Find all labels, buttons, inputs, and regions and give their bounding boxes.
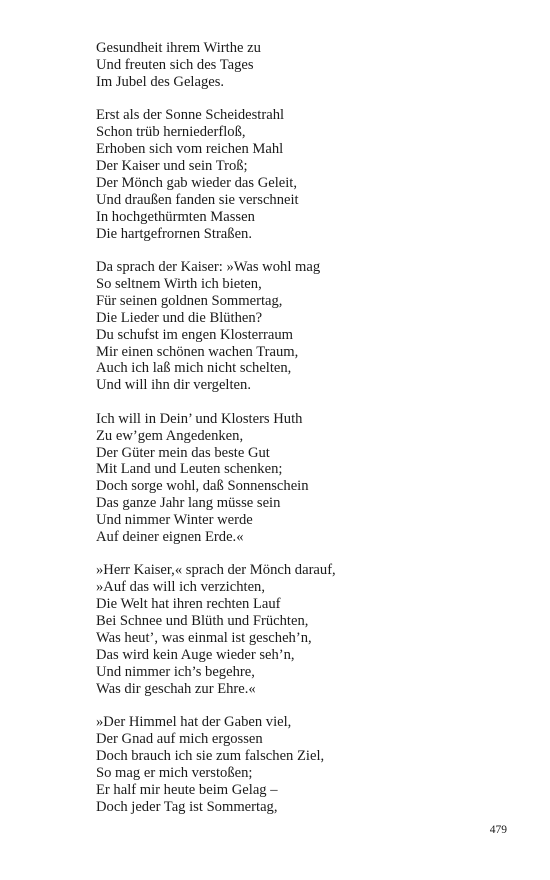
verse-line: Er half mir heute beim Gelag – <box>96 781 278 798</box>
verse-line: Erst als der Sonne Scheidestrahl <box>96 107 285 124</box>
verse-line: Auf deiner eignen Erde.« <box>96 529 244 546</box>
verse-line: Du schufst im engen Klosterraum <box>96 326 293 343</box>
verse-line: Doch sorge wohl, daß Sonnenschein <box>96 478 309 495</box>
verse-line: Das wird kein Auge wieder seh’n, <box>96 647 295 663</box>
verse-line: Ich will in Dein’ und Klosters Huth <box>96 410 303 427</box>
verse-line: Schon trüb herniederfloß, <box>96 124 246 141</box>
verse-line: Die Welt hat ihren rechten Lauf <box>96 596 281 613</box>
verse-line: »Der Himmel hat der Gaben viel, <box>96 714 292 731</box>
verse-line: Doch jeder Tag ist Sommertag, <box>96 798 278 815</box>
stanza <box>96 40 516 91</box>
verse-line: Was dir geschah zur Ehre.« <box>96 680 256 697</box>
verse-line: »Auf das will ich verzichten, <box>96 579 265 596</box>
verse-line: Doch brauch ich sie zum falschen Ziel, <box>96 748 325 765</box>
verse-line: Erhoben sich vom reichen Mahl <box>96 141 284 158</box>
verse-line: Der Kaiser und sein Troß; <box>96 157 248 174</box>
verse-line: Die hartgefrornen Straßen. <box>96 225 253 242</box>
stanza <box>96 714 516 815</box>
verse-line: Der Mönch gab wieder das Geleit, <box>96 174 297 191</box>
page-number: 479 <box>489 824 507 836</box>
verse-line: So seltnem Wirth ich bieten, <box>96 275 262 292</box>
verse-line: Und nimmer ich’s begehre, <box>96 663 255 680</box>
verse-line: Der Gnad auf mich ergossen <box>96 731 263 748</box>
verse-line: Mir einen schönen wachen Traum, <box>96 343 299 360</box>
verse-line: Zu ew’gem Angedenken, <box>96 427 244 444</box>
verse-line: Und will ihn dir vergelten. <box>96 377 251 394</box>
verse-line: Bei Schnee und Blüth und Früchten, <box>96 613 309 630</box>
verse-line: Im Jubel des Gelages. <box>96 73 225 90</box>
verse-line: Die Lieder und die Blüthen? <box>96 309 263 326</box>
verse-line: Auch ich laß mich nicht schelten, <box>96 360 292 377</box>
verse-line: Und freuten sich des Tages <box>96 56 254 73</box>
verse-line: Mit Land und Leuten schenken; <box>96 461 283 478</box>
verse-line: Das ganze Jahr lang müsse sein <box>96 495 281 512</box>
verse-line: In hochgethürmten Massen <box>96 208 255 225</box>
stanza <box>96 107 516 242</box>
verse-line: Und draußen fanden sie verschneit <box>96 191 299 208</box>
stanza <box>96 259 516 394</box>
verse-line: Was heut’, was einmal ist gescheh’n, <box>96 630 312 647</box>
verse-line: Da sprach der Kaiser: »Was wohl mag <box>96 258 321 275</box>
poem-text <box>96 40 516 832</box>
verse-line: Für seinen goldnen Sommertag, <box>96 292 283 309</box>
verse-line: Und nimmer Winter werde <box>96 512 253 529</box>
verse-line: Gesundheit ihrem Wirthe zu <box>96 40 261 56</box>
stanza <box>96 562 516 697</box>
verse-line: So mag er mich verstoßen; <box>96 764 253 781</box>
stanza <box>96 411 516 546</box>
verse-line: Der Güter mein das beste Gut <box>96 444 270 461</box>
verse-line: »Herr Kaiser,« sprach der Mönch darauf, <box>96 562 336 579</box>
